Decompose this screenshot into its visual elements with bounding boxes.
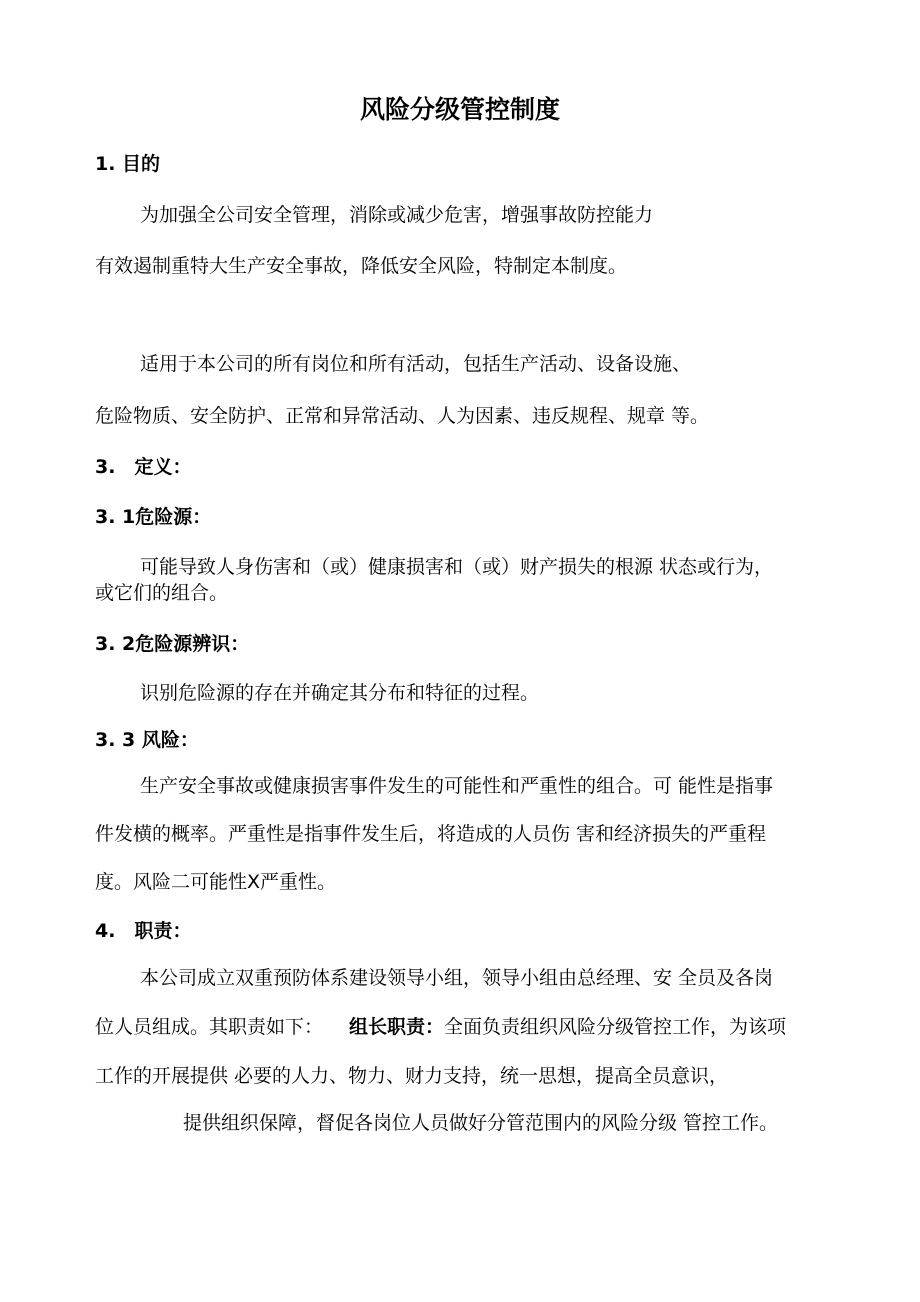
section-3-1-paragraph-line: 或它们的组合。: [95, 582, 229, 604]
duties-intro-text: 位人员组成。其职责如下：: [95, 1016, 324, 1038]
scope-paragraph-line: 危险物质、安全防护、正常和异常活动、人为因素、违反规程、规章 等。: [95, 405, 710, 427]
section-4-paragraph-line: 本公司成立双重预防体系建设领导小组，领导小组由总经理、安 全员及各岗: [140, 967, 774, 989]
section-4-paragraph-line: 提供组织保障，督促各岗位人员做好分管范围内的风险分级 管控工作。: [183, 1112, 779, 1134]
section-3-1-paragraph-line: 可能导致人身伤害和（或）健康损害和（或）财产损失的根源 状态或行为，: [140, 556, 774, 578]
section-4-heading: 4. 职责：: [95, 920, 192, 942]
section-4-paragraph-line: 工作的开展提供 必要的人力、物力、财力支持，统一思想，提高全员意识，: [95, 1065, 729, 1087]
leader-duties-label: 组长职责：: [349, 1016, 445, 1038]
section-3-2-paragraph-line: 识别危险源的存在并确定其分布和特征的过程。: [140, 682, 540, 704]
section-4-paragraph-line: [95, 1015, 786, 1039]
section-3-3-heading: 3. 3 风险：: [95, 729, 199, 751]
section-3-3-paragraph-line: 生产安全事故或健康损害事件发生的可能性和严重性的组合。可 能性是指事: [140, 775, 774, 797]
section-3-1-heading: 3. 1危险源：: [95, 506, 212, 528]
section-3-2-heading: 3. 2危险源辨识：: [95, 633, 250, 655]
section-3-heading: 3. 定义：: [95, 456, 192, 478]
document-title: 风险分级管控制度: [359, 95, 560, 124]
scope-paragraph-line: 适用于本公司的所有岗位和所有活动，包括生产活动、设备设施、: [140, 353, 692, 375]
section-1-paragraph-line: 为加强全公司安全管理，消除或减少危害，增强事故防控能力: [140, 204, 654, 226]
section-1-heading: 1. 目的: [95, 153, 161, 175]
section-1-paragraph-line: 有效遏制重特大生产安全事故，降低安全风险，特制定本制度。: [95, 255, 628, 277]
leader-duties-text: 全面负责组织风险分级管控工作，为该项: [444, 1016, 787, 1038]
section-3-3-paragraph-line: 件发横的概率。严重性是指事件发生后，将造成的人员伤 害和经济损失的严重程: [95, 823, 767, 845]
section-3-3-paragraph-line: 度。风险二可能性X严重性。: [95, 871, 337, 893]
